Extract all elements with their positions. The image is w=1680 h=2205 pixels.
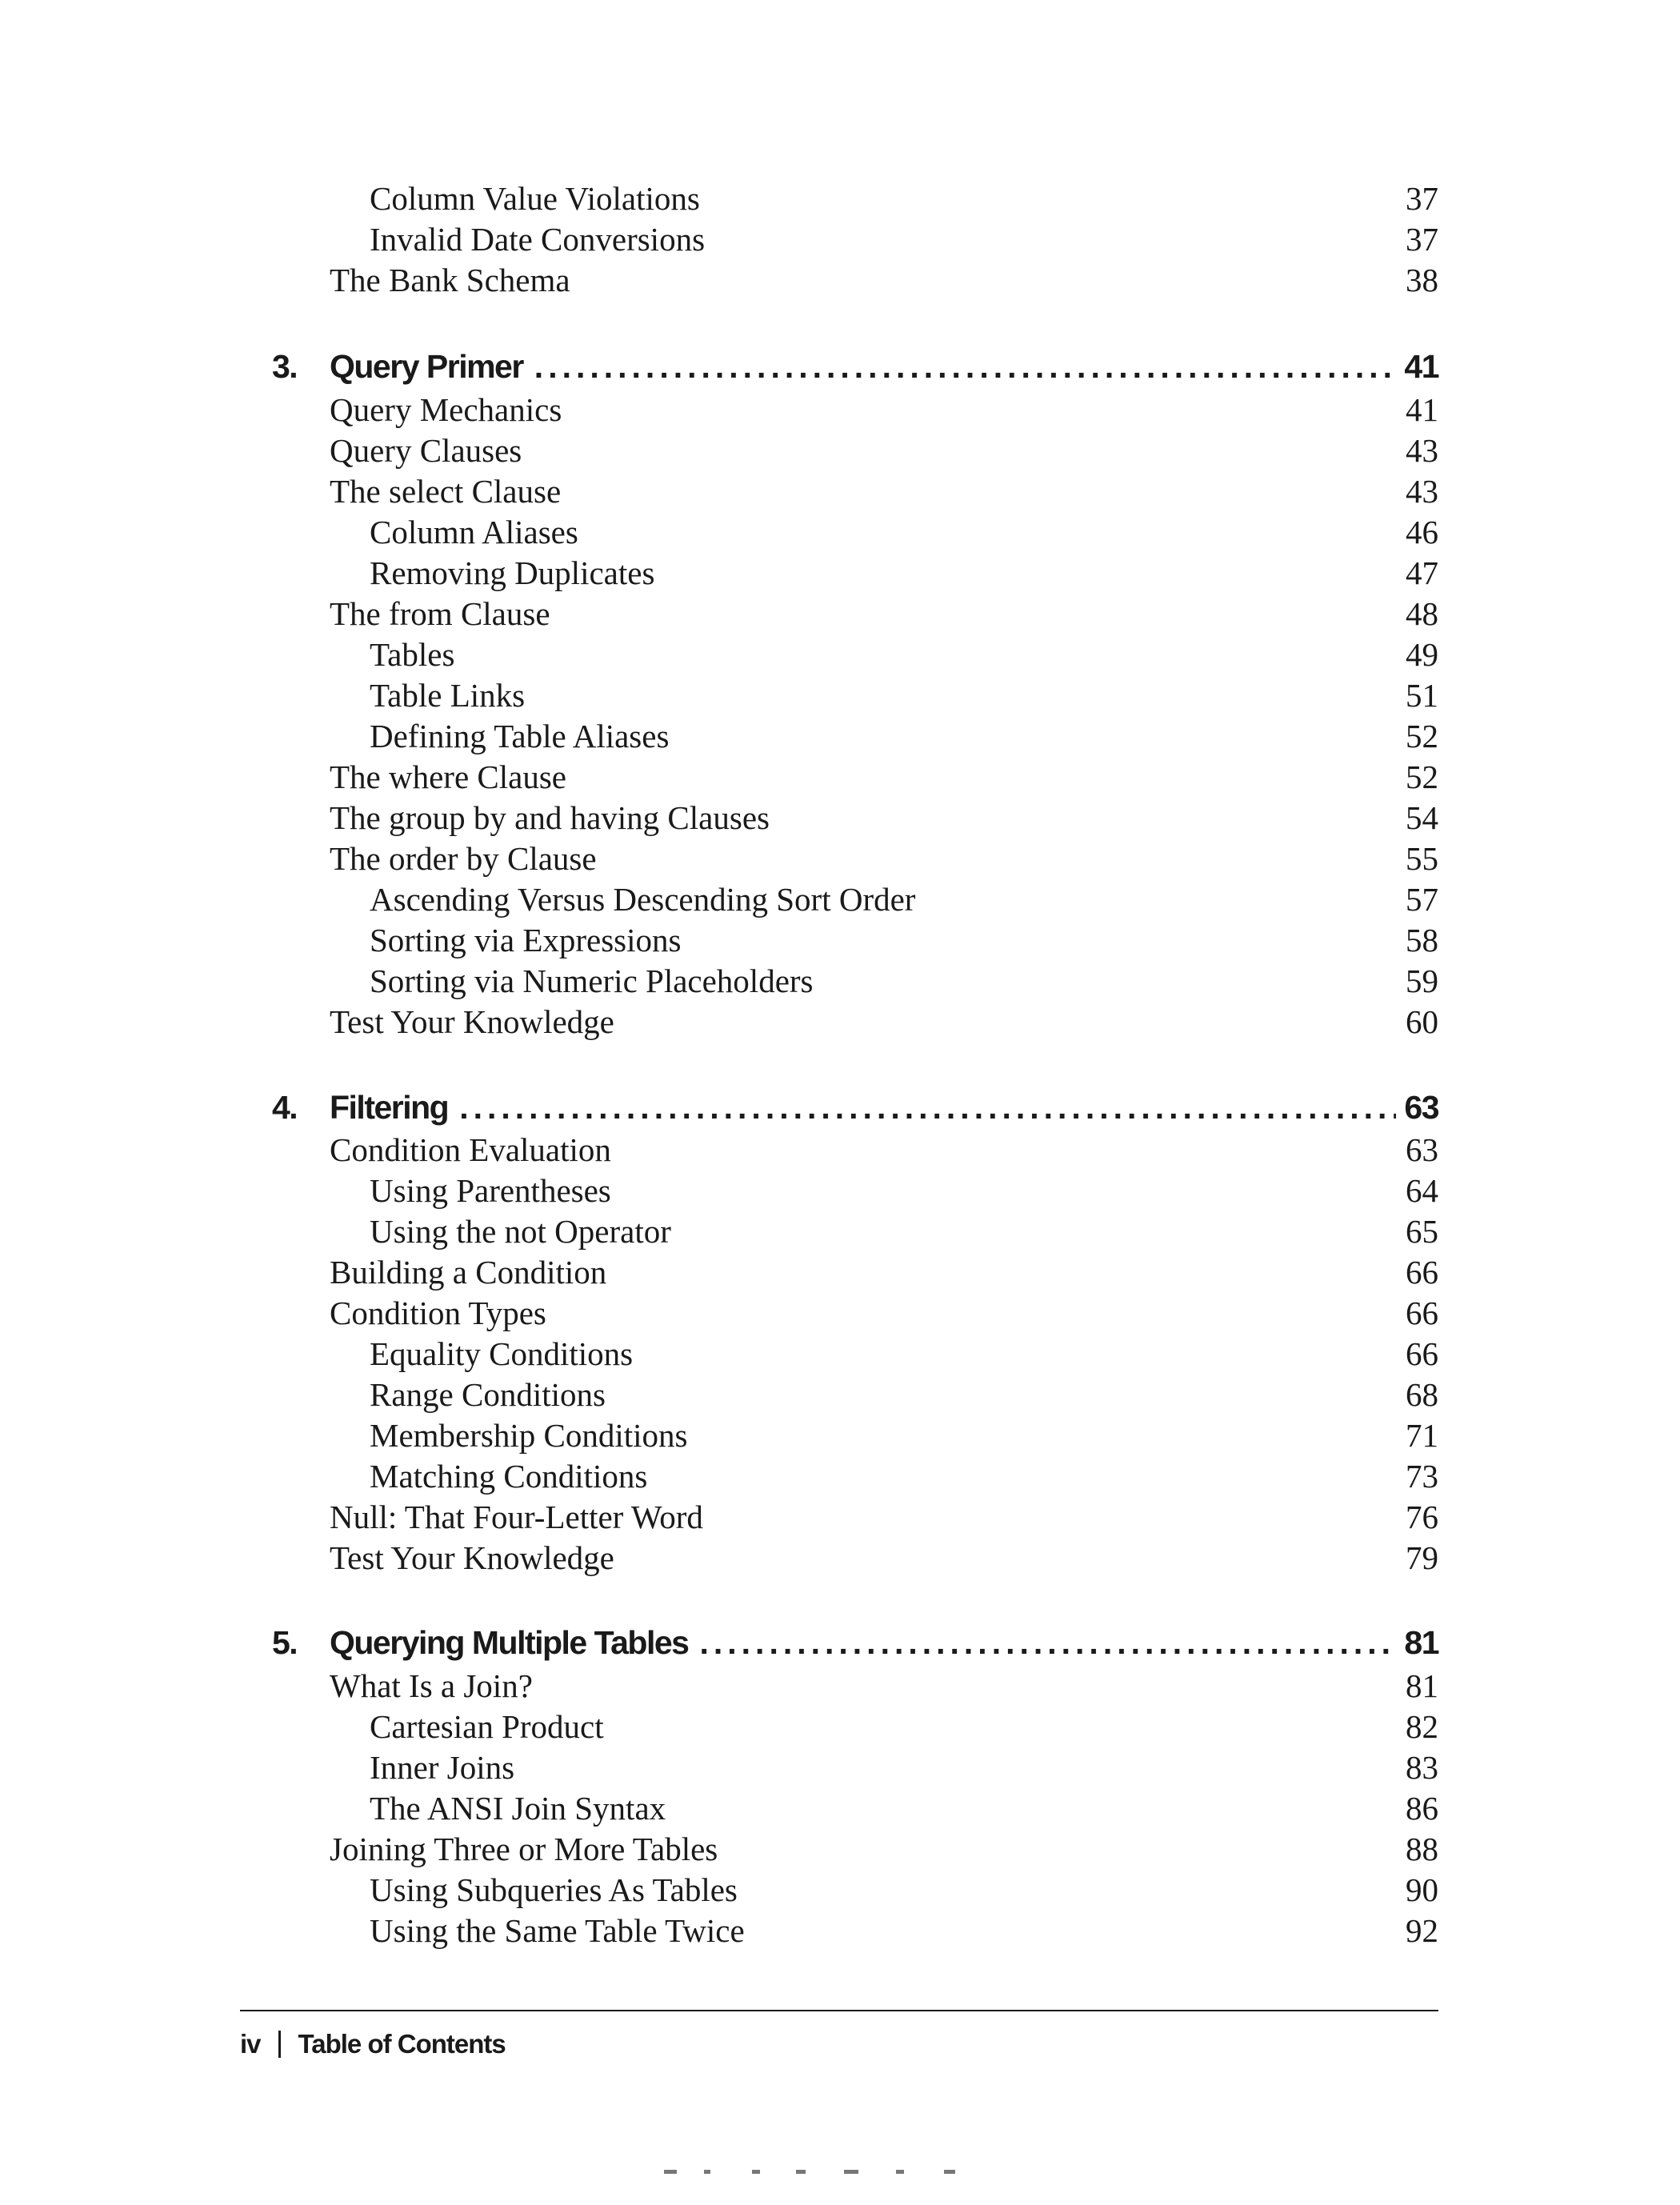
toc-entry: [370, 1910, 1438, 1951]
toc-entry-page: 66: [1406, 1295, 1438, 1331]
toc-entry-label: Ascending Versus Descending Sort Order: [370, 881, 916, 918]
toc-entry: [330, 1496, 1438, 1538]
chapter-heading: [272, 344, 1438, 389]
watermark-fragment: [844, 2170, 858, 2174]
toc-entry: [330, 1129, 1438, 1171]
footer-page-number: iv: [240, 2029, 261, 2059]
watermark-fragment: [944, 2170, 955, 2174]
toc-entry-label: Inner Joins: [370, 1749, 515, 1786]
toc-entry: [330, 1537, 1438, 1579]
watermark-fragment: [896, 2170, 904, 2174]
toc-entry-page: 41: [1406, 391, 1438, 428]
toc-entry: [370, 1787, 1438, 1829]
toc-entry-page: 66: [1406, 1335, 1438, 1372]
toc-entry-page: 46: [1406, 514, 1438, 550]
toc-entry: [330, 1665, 1438, 1707]
toc-entry: [370, 715, 1438, 757]
toc-entry-page: 63: [1406, 1131, 1438, 1168]
toc-entry-page: 92: [1406, 1912, 1438, 1949]
toc-entry-label: What Is a Join?: [330, 1667, 533, 1704]
watermark-fragment: [752, 2170, 760, 2174]
toc-entry-page: 68: [1406, 1376, 1438, 1413]
toc-entry-page: 79: [1406, 1539, 1438, 1576]
footer-rule: [240, 2010, 1438, 2011]
toc-entry-page: 37: [1406, 221, 1438, 258]
toc-entry: [370, 1374, 1438, 1415]
toc-entry: [370, 674, 1438, 716]
toc-entry-label: Condition Types: [330, 1295, 546, 1331]
chapter-page: 41: [1404, 348, 1438, 385]
toc-entry: [330, 756, 1438, 798]
chapter-title: Querying Multiple Tables: [330, 1624, 689, 1661]
toc-entry-label: Matching Conditions: [370, 1458, 648, 1495]
dot-leader: [699, 1620, 1396, 1665]
toc-entry: [370, 1170, 1438, 1211]
toc-entry: [370, 919, 1438, 961]
toc-entry-label: Building a Condition: [330, 1254, 607, 1291]
toc-entry-label: Range Conditions: [370, 1376, 606, 1413]
toc-entry-label: Sorting via Expressions: [370, 922, 682, 958]
toc-entry: [330, 797, 1438, 838]
toc-entry: [370, 1333, 1438, 1375]
toc-entry-page: 81: [1406, 1667, 1438, 1704]
toc-entry-label: Joining Three or More Tables: [330, 1831, 718, 1867]
toc-entry: [370, 1747, 1438, 1788]
toc-entry-label: Column Value Violations: [370, 180, 700, 217]
toc-entry: [370, 1211, 1438, 1252]
toc-entry-page: 73: [1406, 1458, 1438, 1495]
dot-leader: [459, 1085, 1396, 1130]
toc-entry-page: 37: [1406, 180, 1438, 217]
toc-entry-label: Column Aliases: [370, 514, 578, 550]
watermark-fragment: [796, 2170, 806, 2174]
toc-entry-label: The group by and having Clauses: [330, 799, 770, 836]
toc-entry: [370, 878, 1438, 920]
toc-entry: [370, 960, 1438, 1002]
toc-entry-label: Invalid Date Conversions: [370, 221, 706, 258]
toc-entry: [370, 552, 1438, 594]
toc-entry-page: 57: [1406, 881, 1438, 918]
toc-entry-page: 52: [1406, 718, 1438, 754]
toc-entry-label: Test Your Knowledge: [330, 1539, 614, 1576]
toc-entry-label: Test Your Knowledge: [330, 1003, 614, 1040]
toc-entry-label: Removing Duplicates: [370, 554, 655, 591]
toc-entry-label: Membership Conditions: [370, 1417, 688, 1454]
toc-entry: [330, 1292, 1438, 1334]
toc-entry-page: 51: [1406, 677, 1438, 714]
chapter-heading: [272, 1620, 1438, 1665]
toc-entry-page: 83: [1406, 1749, 1438, 1786]
toc-entry-page: 49: [1406, 636, 1438, 673]
toc-entry-label: Query Mechanics: [330, 391, 562, 428]
toc-entry-label: Cartesian Product: [370, 1708, 604, 1745]
toc-entry: [370, 1869, 1438, 1911]
toc-entry: [370, 1706, 1438, 1747]
toc-entry: [330, 259, 1438, 301]
toc-entry-label: Sorting via Numeric Placeholders: [370, 962, 814, 999]
toc-entry: [370, 178, 1438, 219]
chapter-page: 63: [1404, 1089, 1438, 1126]
toc-entry-page: 47: [1406, 554, 1438, 591]
toc-entry: [330, 389, 1438, 430]
toc-entry-label: Query Clauses: [330, 432, 522, 469]
toc-entry: [370, 511, 1438, 553]
toc-entry-label: Null: That Four-Letter Word: [330, 1499, 703, 1535]
toc-entry-label: Tables: [370, 636, 455, 673]
toc-entry-page: 54: [1406, 799, 1438, 836]
toc-entry: [330, 1001, 1438, 1042]
toc-entry: [330, 838, 1438, 879]
toc-entry: [370, 634, 1438, 675]
toc-entry-page: 38: [1406, 262, 1438, 298]
toc-entry-page: 43: [1406, 432, 1438, 469]
toc-entry-page: 48: [1406, 595, 1438, 632]
toc-entry-page: 66: [1406, 1254, 1438, 1291]
watermark-fragment: [664, 2170, 677, 2174]
footer-separator: [278, 2031, 281, 2058]
toc-entry: [330, 1251, 1438, 1293]
toc-entry-label: Equality Conditions: [370, 1335, 634, 1372]
toc-entry: [370, 218, 1438, 260]
toc-entry-page: 88: [1406, 1831, 1438, 1867]
toc-entry: [330, 1828, 1438, 1870]
cropped-watermark: [656, 2170, 992, 2175]
toc-entry-page: 60: [1406, 1003, 1438, 1040]
toc-entry-page: 82: [1406, 1708, 1438, 1745]
toc-entry-page: 65: [1406, 1213, 1438, 1250]
toc-entry-page: 55: [1406, 840, 1438, 877]
toc-entry-page: 43: [1406, 473, 1438, 510]
toc-entry-page: 71: [1406, 1417, 1438, 1454]
toc-entry-label: Using Subqueries As Tables: [370, 1871, 738, 1908]
toc-entry-page: 59: [1406, 962, 1438, 999]
chapter-title: Query Primer: [330, 348, 523, 385]
toc-entry: [330, 470, 1438, 512]
toc-entry-page: 90: [1406, 1871, 1438, 1908]
toc-entry-label: Using Parentheses: [370, 1172, 611, 1209]
chapter-number: 4.: [272, 1089, 298, 1126]
chapter-number: 3.: [272, 348, 298, 385]
toc-entry: [330, 430, 1438, 471]
toc-entry-label: The where Clause: [330, 758, 566, 795]
toc-entry: [370, 1415, 1438, 1456]
page-footer: [240, 2024, 506, 2064]
dot-leader: [534, 344, 1397, 389]
toc-entry-label: Using the not Operator: [370, 1213, 671, 1250]
chapter-title: Filtering: [330, 1089, 449, 1126]
toc-entry-page: 86: [1406, 1790, 1438, 1827]
toc-entry-label: Condition Evaluation: [330, 1131, 611, 1168]
toc-entry-page: 76: [1406, 1499, 1438, 1535]
toc-entry-page: 58: [1406, 922, 1438, 958]
toc-entry-label: The from Clause: [330, 595, 550, 632]
chapter-heading: [272, 1085, 1438, 1130]
toc-entry-label: The ANSI Join Syntax: [370, 1790, 666, 1827]
toc-entry: [330, 593, 1438, 634]
toc-entry-label: Using the Same Table Twice: [370, 1912, 745, 1949]
chapter-page: 81: [1404, 1624, 1438, 1661]
toc-entry-label: Table Links: [370, 677, 526, 714]
toc-entry-label: The Bank Schema: [330, 262, 570, 298]
toc-entry-page: 52: [1406, 758, 1438, 795]
footer-section-title: Table of Contents: [298, 2029, 506, 2059]
toc-entry: [370, 1455, 1438, 1497]
watermark-fragment: [704, 2170, 710, 2174]
toc-entry-label: The order by Clause: [330, 840, 597, 877]
toc-entry-page: 64: [1406, 1172, 1438, 1209]
toc-entry-label: The select Clause: [330, 473, 562, 510]
chapter-number: 5.: [272, 1624, 298, 1661]
toc-entry-label: Defining Table Aliases: [370, 718, 670, 754]
